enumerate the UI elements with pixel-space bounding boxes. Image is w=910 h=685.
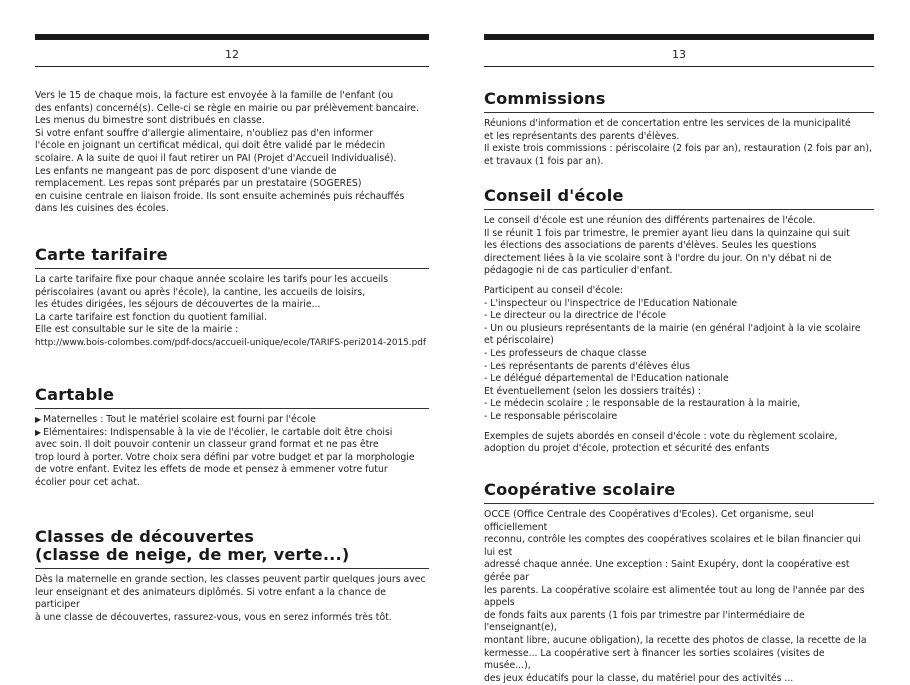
text-line: leur enseignant et des animateurs diplômés. Si votre enfant a la chance de participer — [35, 586, 386, 611]
text-line: trop lourd à porter. Votre choix sera défini par votre budget et par la morphologie — [35, 451, 415, 463]
text-line: directement liées à la vie scolaire sont à l'ordre du jour. On n'y débat ni de — [484, 252, 832, 264]
page-number-rule — [35, 66, 429, 67]
text-line: La carte tarifaire fixe pour chaque année scolaire les tarifs pour les accueils — [35, 274, 389, 285]
text-line: et les représentants des parents d'élèves. — [484, 130, 680, 142]
bullet-triangle-icon: ▶ — [35, 427, 42, 437]
page-top-bar — [35, 34, 429, 40]
section-body — [484, 509, 874, 685]
text-line: Elle est consultable sur le site de la mairie : — [35, 324, 239, 336]
text-line: scolaire. A la suite de quoi il faut retirer un PAI (Projet d'Accueil Individualisé). — [35, 152, 397, 164]
section-heading: Conseil d'école — [484, 187, 874, 210]
section-conseil-ecole — [484, 187, 874, 456]
section-heading — [35, 528, 429, 569]
text-line: les parents. La coopérative scolaire est alimentée tout au long de l'année par des appels — [484, 584, 865, 609]
text-line: avec soin. Il doit pouvoir contenir un classeur grand format et ne pas être — [35, 439, 379, 451]
list-item: - Un ou plusieurs représentants de la mairie (en général l'adjoint à la vie scolaire — [484, 322, 861, 334]
text-line: des enfants) concerné(s). Celle-ci se règle en mairie ou par prélèvement bancaire. — [35, 102, 419, 114]
text-line: de fonds faits aux parents (1 fois par trimestre par l'intermédiaire de l'enseignant(e), — [484, 609, 805, 634]
text-line: des jeux éducatifs pour la classe, du matériel pour des activités ... — [484, 672, 794, 684]
text-line: Il se réunit 1 fois par trimestre, le premier ayant lieu dans la quinzaine qui suit — [484, 227, 850, 239]
text-line: les élections des associations de parents d'élèves. Seules les questions — [484, 240, 817, 252]
section-heading: Commissions — [484, 90, 874, 113]
text-line: Si votre enfant souffre d'allergie alimentaire, n'oubliez pas d'en informer — [35, 127, 374, 139]
section-body — [484, 118, 874, 168]
text-line: OCCE (Office Centrale des Coopératives d'Ecoles). Cet organisme, seul officiellement — [484, 509, 814, 533]
heading-line: (classe de neige, de mer, verte...) — [35, 545, 350, 564]
text-line: La carte tarifaire est fonction du quotient familial. — [35, 311, 267, 323]
mairie-url: http://www.bois-colombes.com/pdf-docs/accueil-unique/ecole/TARIFS-peri2014-2015.pdf — [35, 337, 427, 348]
text-line: reconnu, contrôle les comptes des coopératives scolaires et le bilan financier qui lui est — [484, 534, 861, 558]
text-line: dans les cuisines des écoles. — [35, 203, 169, 215]
text-line: montant libre, aucune obligation), la recette des photos de classe, la recette de la — [484, 634, 867, 646]
heading-line: Classes de découvertes — [35, 527, 255, 546]
text-line: et travaux (1 fois par an). — [484, 155, 604, 167]
text-line: Et éventuellement (selon les dossiers traités) : — [484, 385, 702, 397]
bullet-triangle-icon: ▶ — [35, 415, 42, 424]
section-body — [35, 414, 429, 490]
text-line: Réunions d'information et de concertation entre les services de la municipalité — [484, 118, 851, 129]
text-line: Les enfants ne mangeant pas de porc disposent d'une viande de — [35, 165, 337, 177]
text-line: Exemples de sujets abordés en conseil d'école : vote du règlement scolaire, — [484, 430, 838, 442]
text-line: adressé chaque année. Une exception : Saint Exupéry, dont la coopérative est gérée par — [484, 559, 850, 583]
text-line: Les menus du bimestre sont distribués en classe. — [35, 115, 265, 127]
section-cooperative-scolaire — [484, 481, 874, 685]
section-cartable — [35, 386, 429, 490]
section-carte-tarifaire — [35, 246, 429, 350]
list-item: - Les professeurs de chaque classe — [484, 347, 647, 359]
text-line: Vers le 15 de chaque mois, la facture est envoyée à la famille de l'enfant (ou — [35, 90, 394, 101]
text-line: Dès la maternelle en grande section, les classes peuvent partir quelques jours avec — [35, 574, 426, 585]
list-item: - Le directeur ou la directrice de l'école — [484, 310, 667, 322]
section-commissions — [484, 90, 874, 168]
text-line: les études dirigées, les séjours de découvertes de la mairie... — [35, 299, 321, 311]
section-body — [484, 215, 874, 456]
page-number: 12 — [225, 48, 239, 61]
section-heading: Coopérative scolaire — [484, 481, 874, 504]
text-line: en cuisine centrale en liaison froide. Ils sont ensuite acheminés puis réchauffés — [35, 190, 405, 202]
list-item: - Le responsable périscolaire — [484, 410, 618, 422]
text-line: kermesse... La coopérative sert à financer les sorties scolaires (visites de musée...), — [484, 647, 825, 672]
list-item: - Les représentants de parents d'élèves élus — [484, 360, 690, 372]
section-body — [35, 574, 429, 624]
text-line: adoption du projet d'école, protection et sécurité des enfants — [484, 443, 770, 455]
page-number-rule — [484, 66, 874, 67]
left-page — [35, 34, 429, 623]
section-classes-decouvertes — [35, 528, 429, 624]
text-line: périscolaires (avant ou après l'école), la cantine, les accueils de loisirs, — [35, 286, 366, 298]
intro-paragraph — [35, 90, 429, 216]
bullet-line: ▶ Maternelles : Tout le matériel scolaire est fourni par l'école — [35, 414, 316, 425]
list-item: - Le médecin scolaire ; le responsable de la restauration à la mairie, — [484, 398, 801, 410]
text-line: l'école en joignant un certificat médical, qui doit être validé par le médecin — [35, 140, 386, 152]
text-line: pédagogie ni de cas particulier d'enfant. — [484, 265, 673, 277]
text-line: écolier pour cet achat. — [35, 476, 140, 488]
bullet-line: ▶ Elémentaires: Indispensable à la vie de l'écolier, le cartable doit être choisi — [35, 426, 393, 438]
section-body — [35, 274, 429, 350]
list-item: - Le délégué départemental de l'Education nationale — [484, 373, 729, 385]
page-number: 13 — [672, 48, 686, 61]
text-line: remplacement. Les repas sont préparés par un prestataire (SOGERES) — [35, 178, 362, 190]
right-page — [484, 34, 874, 684]
text-line: Il existe trois commissions : périscolaire (2 fois par an), restauration (2 fois par an), — [484, 143, 872, 155]
text-line: à une classe de découvertes, rassurez-vous, vous en serez informés très tôt. — [35, 611, 392, 623]
list-item: - L'inspecteur ou l'inspectrice de l'Education Nationale — [484, 297, 738, 309]
page-top-bar — [484, 34, 874, 40]
section-heading: Carte tarifaire — [35, 246, 429, 269]
section-heading: Cartable — [35, 386, 429, 409]
text-line: Participent au conseil d'école: — [484, 284, 624, 296]
text-line: de votre enfant. Evitez les effets de mode et pensez à emmener votre futur — [35, 464, 388, 476]
text-line: et périscolaire) — [484, 335, 554, 347]
text-line: Le conseil d'école est une réunion des différents partenaires de l'école. — [484, 215, 816, 226]
